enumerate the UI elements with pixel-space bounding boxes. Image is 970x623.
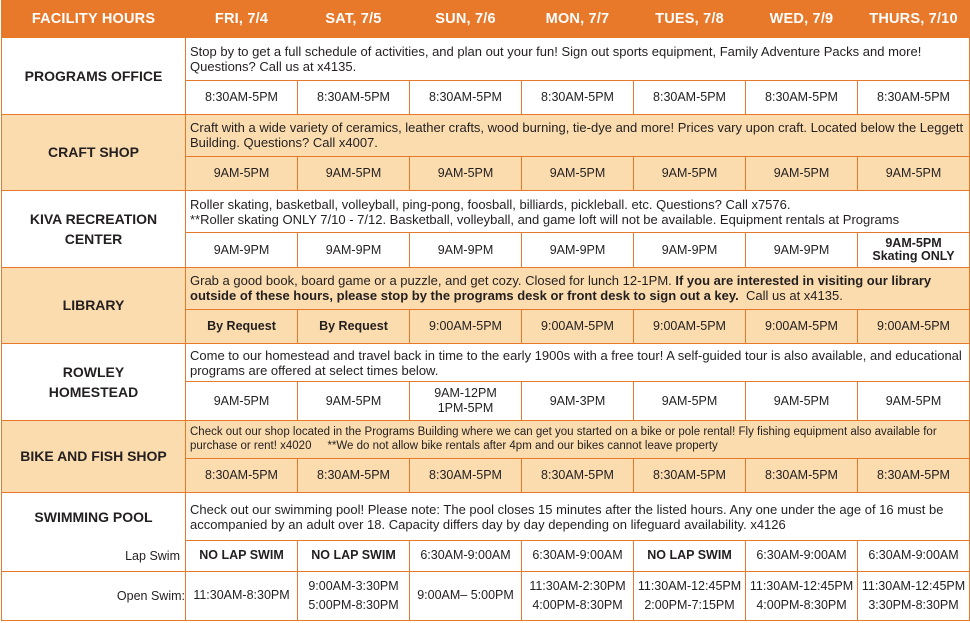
hours-cell [410,382,522,420]
craft-shop-desc-row [2,114,970,156]
facility-name [2,344,186,420]
hours-cell: 6:30AM-9:00AM [858,541,970,571]
hours-line: 4:00PM-8:30PM [756,597,847,612]
hours-cell: 9:00AM– 5:00PM [410,571,522,620]
pool-desc-row [2,493,970,541]
hours-cell [634,571,746,620]
hours-cell: 8:30AM-5PM [746,80,858,114]
hours-cell: 9AM-5PM [858,382,970,420]
hours-cell: 9AM-5PM [746,156,858,190]
description-line: **Roller skating ONLY 7/10 - 7/12. Basketball, volleyball, and game loft will not be available. Equipment rentals at Programs [190,211,900,227]
hours-line: 1PM-5PM [437,401,494,416]
rowley-desc-row [2,344,970,382]
hours-cell: 8:30AM-5PM [858,458,970,492]
header-day: FRI, 7/4 [186,1,298,38]
facility-name: PROGRAMS OFFICE [2,38,186,114]
hours-cell: By Request [186,309,298,343]
hours-cell: 8:30AM-5PM [410,80,522,114]
hours-cell [522,571,634,620]
hours-cell: 9AM-5PM [858,156,970,190]
hours-line: 11:30AM-12:45PM [749,578,854,593]
hours-line: 11:30AM-12:45PM [637,578,742,593]
hours-cell: 9AM-9PM [186,233,298,267]
hours-line: 9AM-12PM [434,386,497,401]
facility-name-line: HOMESTEAD [48,383,139,400]
hours-cell: 9AM-5PM [298,156,410,190]
header-day: THURS, 7/10 [858,1,970,38]
programs-office-desc-row [2,38,970,80]
hours-cell: 9AM-9PM [298,233,410,267]
description-line: Roller skating, basketball, volleyball, ping-pong, foosball, billiards, pickleball. etc. Questions? Call x7576. [190,196,791,212]
hours-cell: 9AM-3PM [522,382,634,420]
hours-cell: By Request [298,309,410,343]
description-emphasis: If you are interested in visiting our library outside of these hours, please stop by the programs desk or front desk to sign out a key. [190,273,932,304]
open-swim-label-text: Open Swim: [116,588,185,603]
hours-cell: 8:30AM-5PM [410,458,522,492]
hours-cell [298,571,410,620]
hours-cell: 8:30AM-5PM [746,458,858,492]
hours-cell: 8:30AM-5PM [186,80,298,114]
header-day: SUN, 7/6 [410,1,522,38]
hours-cell: 9AM-5PM [634,382,746,420]
hours-cell: 8:30AM-5PM [858,80,970,114]
facility-description: Check out our swimming pool! Please note: The pool closes 15 minutes after the listed hours. Any one under the age of 16 must be accompanied by an adult over 18. Capacity differs day by day depending on lifeguard availability. x4126 [186,493,970,541]
hours-cell: 8:30AM-5PM [522,458,634,492]
hours-cell [858,233,970,267]
hours-cell: NO LAP SWIM [634,541,746,571]
header-day: WED, 7/9 [746,1,858,38]
hours-cell: 6:30AM-9:00AM [746,541,858,571]
hours-cell: 9AM-5PM [522,156,634,190]
facility-name-line: CENTER [64,230,123,247]
hours-cell: 9AM-5PM [746,382,858,420]
hours-cell: 9AM-9PM [410,233,522,267]
hours-cell: 8:30AM-5PM [522,80,634,114]
header-day: SAT, 7/5 [298,1,410,38]
header-title: FACILITY HOURS [2,1,186,38]
pool-lap-row [2,541,970,571]
hours-line: 11:30AM-12:45PM [861,578,966,593]
facility-description [186,191,970,233]
hours-line: 4:00PM-8:30PM [532,597,623,612]
kiva-desc-row [2,191,970,233]
hours-line: 9:00AM-3:30PM [308,578,399,593]
hours-cell: 8:30AM-5PM [298,80,410,114]
hours-line: 5:00PM-8:30PM [308,597,399,612]
hours-cell: 9:00AM-5PM [522,309,634,343]
hours-cell: 9AM-9PM [746,233,858,267]
hours-line: 9AM-5PM [885,236,942,251]
facility-description: Craft with a wide variety of ceramics, leather crafts, wood burning, tie-dye and more! Prices vary upon craft. Located below the Leggett Building. Questions? Call x4007. [186,114,970,156]
header-day: MON, 7/7 [522,1,634,38]
hours-cell: NO LAP SWIM [186,541,298,571]
hours-cell: 9AM-9PM [634,233,746,267]
hours-line: 3:30PM-8:30PM [868,597,959,612]
hours-line: 2:00PM-7:15PM [644,597,735,612]
hours-cell: 9:00AM-5PM [858,309,970,343]
facility-description: Check out our shop located in the Programs Building where we can get you started on a bike or pole rental! Fly fishing equipment also available for purchase or rent! x4020 **We do not allow bike rentals after 4pm and our bikes cannot leave property [186,420,970,458]
open-swim-label [2,571,186,620]
hours-cell: 9AM-5PM [410,156,522,190]
bike-fish-desc-row [2,420,970,458]
facility-name: CRAFT SHOP [2,114,186,190]
facility-name: BIKE AND FISH SHOP [2,420,186,492]
hours-cell: 9AM-5PM [186,382,298,420]
hours-cell: 9:00AM-5PM [410,309,522,343]
hours-cell [858,571,970,620]
library-desc-row [2,267,970,309]
facility-description [186,267,970,309]
hours-cell: NO LAP SWIM [298,541,410,571]
facility-name-line: KIVA RECREATION [29,210,158,227]
hours-cell: 8:30AM-5PM [634,458,746,492]
hours-cell: 8:30AM-5PM [634,80,746,114]
hours-cell [746,571,858,620]
hours-cell: 9:00AM-5PM [746,309,858,343]
hours-cell: 11:30AM-8:30PM [186,571,298,620]
hours-cell: 9AM-5PM [298,382,410,420]
facility-name: LIBRARY [2,267,186,343]
header-row [2,1,970,38]
description-text: Call us at x4135. [738,288,843,304]
facility-hours-table [1,0,970,621]
pool-open-row [2,571,970,620]
hours-cell: 9:00AM-5PM [634,309,746,343]
hours-cell: 9AM-9PM [522,233,634,267]
hours-cell: 9AM-5PM [634,156,746,190]
hours-line: 11:30AM-2:30PM [529,578,626,593]
facility-description: Come to our homestead and travel back in time to the early 1900s with a free tour! A self-guided tour is also available, and educational programs are offered at select times below. [186,344,970,382]
hours-cell: 9AM-5PM [186,156,298,190]
facility-name-line: ROWLEY [62,363,125,380]
hours-cell: 8:30AM-5PM [298,458,410,492]
facility-name: SWIMMING POOL [2,493,186,541]
hours-note: Skating ONLY [872,249,955,264]
facility-description: Stop by to get a full schedule of activities, and plan out your fun! Sign out sports equipment, Family Adventure Packs and more! Questions? Call us at x4135. [186,38,970,80]
hours-cell: 8:30AM-5PM [186,458,298,492]
hours-cell: 6:30AM-9:00AM [410,541,522,571]
lap-swim-label: Lap Swim [2,541,186,571]
description-text: Grab a good book, board game or a puzzle, and get cozy. Closed for lunch 12-1PM. [190,273,676,289]
hours-cell: 6:30AM-9:00AM [522,541,634,571]
facility-name [2,191,186,267]
header-day: TUES, 7/8 [634,1,746,38]
